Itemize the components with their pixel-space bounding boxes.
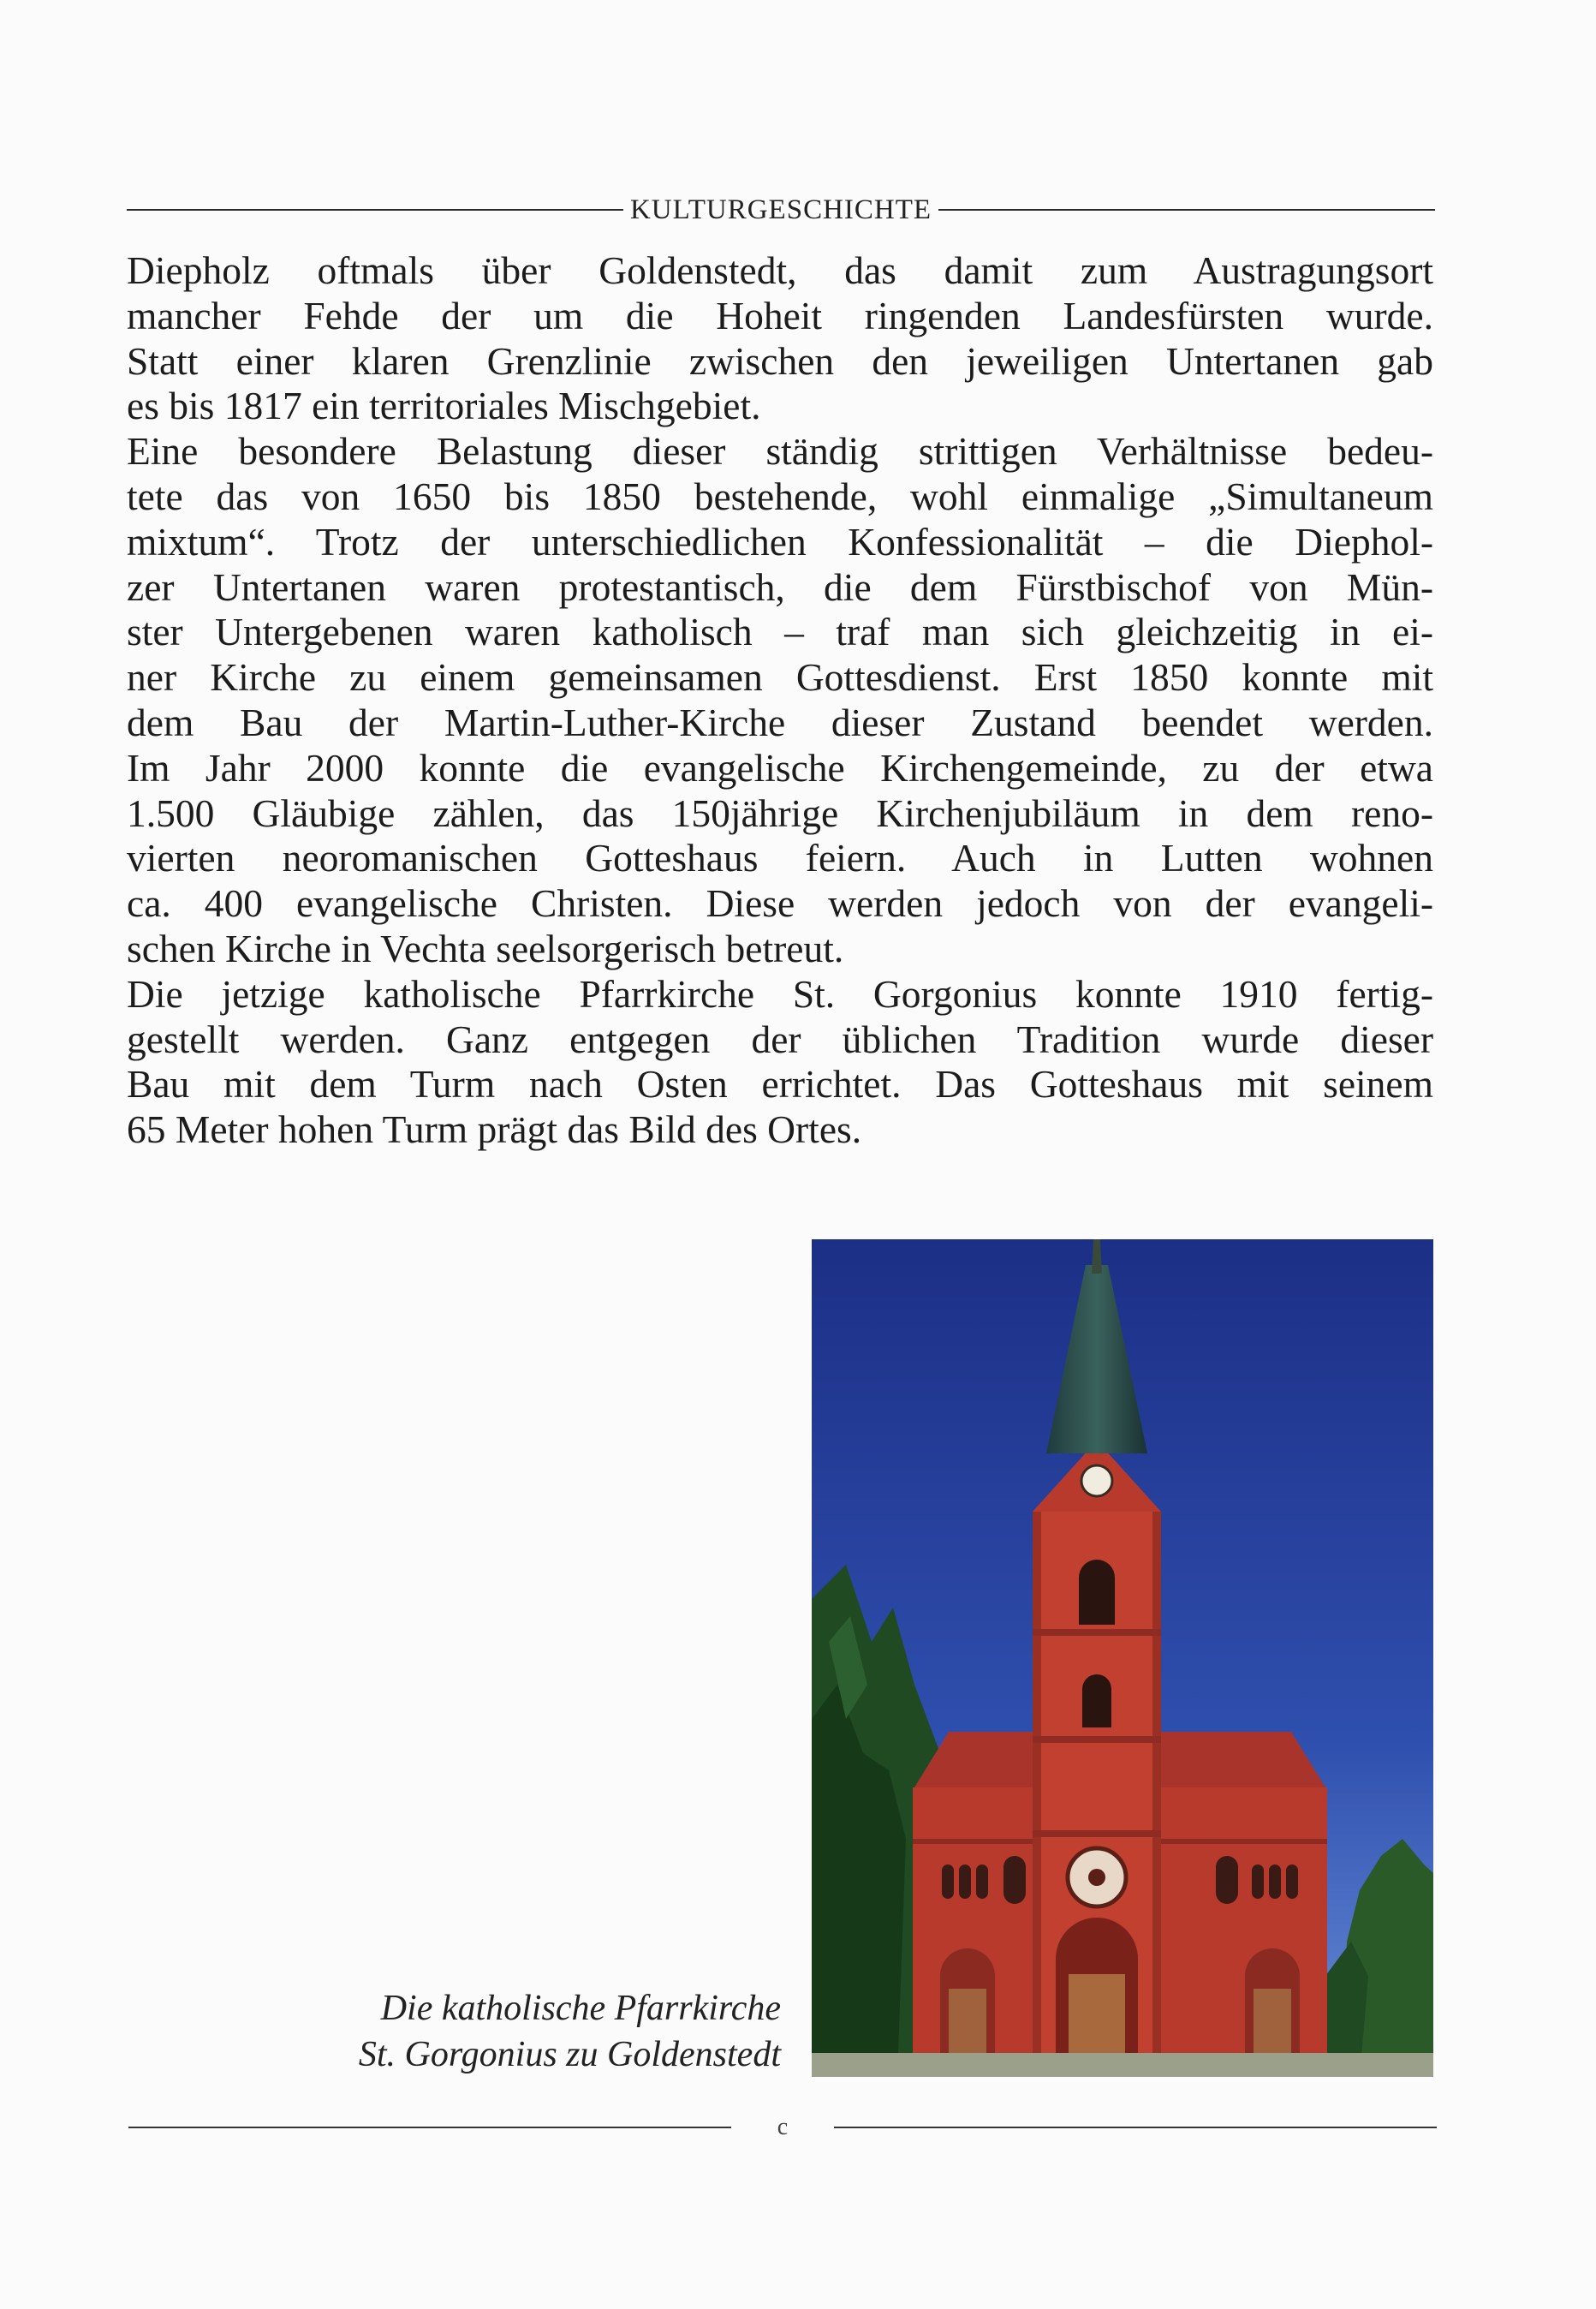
text-line: dem Bau der Martin-Luther-Kirche dieser Zustand beendet werden.: [127, 700, 1433, 744]
text-line: Bau mit dem Turm nach Osten errichtet. Das Gotteshaus mit seinem: [127, 1062, 1433, 1107]
photo-caption: [257, 1985, 781, 2078]
page-footer: [128, 2110, 1437, 2145]
text-line: zer Untertanen waren protestantisch, die dem Fürstbischof von Mün-: [127, 564, 1433, 609]
church-photo: [812, 1239, 1433, 2077]
text-line: 65 Meter hohen Turm prägt das Bild des Ortes.: [127, 1107, 862, 1152]
body-text: [127, 248, 1433, 1153]
text-line: 1.500 Gläubige zählen, das 150jährige Kirchenjubiläum in dem reno-: [127, 791, 1433, 835]
caption-line-2: St. Gorgonius zu Goldenstedt: [358, 2035, 781, 2074]
text-line: ster Untergebenen waren katholisch – traf man sich gleichzeitig in ei-: [127, 610, 1433, 654]
footer-rule-right: [834, 2127, 1437, 2128]
header-rule-left: [127, 209, 623, 211]
text-line: ca. 400 evangelische Christen. Diese werden jedoch von der evangeli-: [127, 881, 1433, 926]
section-title: KULTURGESCHICHTE: [629, 194, 932, 225]
text-line: Diepholz oftmals über Goldenstedt, das damit zum Austragungsort: [127, 248, 1433, 292]
footer-rule-left: [128, 2127, 731, 2128]
text-line: Im Jahr 2000 konnte die evangelische Kirchengemeinde, zu der etwa: [127, 745, 1433, 790]
text-line: schen Kirche in Vechta seelsorgerisch betreut.: [127, 926, 844, 970]
section-header: [127, 193, 1435, 227]
text-line: tete das von 1650 bis 1850 bestehende, wohl einmalige „Simultaneum: [127, 474, 1433, 518]
text-line: es bis 1817 ein territoriales Mischgebiet.: [127, 384, 761, 428]
text-line: gestellt werden. Ganz entgegen der üblichen Tradition wurde dieser: [127, 1017, 1433, 1061]
header-rule-right: [938, 209, 1435, 211]
text-line: vierten neoromanischen Gotteshaus feiern. Auch in Lutten wohnen: [127, 836, 1433, 880]
text-line: Statt einer klaren Grenzlinie zwischen den jeweiligen Untertanen gab: [127, 338, 1433, 383]
text-line: mancher Fehde der um die Hoheit ringenden Landesfürsten wurde.: [127, 293, 1433, 337]
text-line: Eine besondere Belastung dieser ständig strittigen Verhältnisse bedeu-: [127, 429, 1433, 474]
text-line: ner Kirche zu einem gemeinsamen Gottesdienst. Erst 1850 konnte mit: [127, 655, 1433, 700]
text-line: mixtum“. Trotz der unterschiedlichen Konfessionalität – die Diephol-: [127, 519, 1433, 564]
caption-line-1: Die katholische Pfarrkirche: [380, 1989, 781, 2028]
text-line: Die jetzige katholische Pfarrkirche St. Gorgonius konnte 1910 fertig-: [127, 971, 1433, 1016]
page-mark: c: [777, 2114, 789, 2140]
